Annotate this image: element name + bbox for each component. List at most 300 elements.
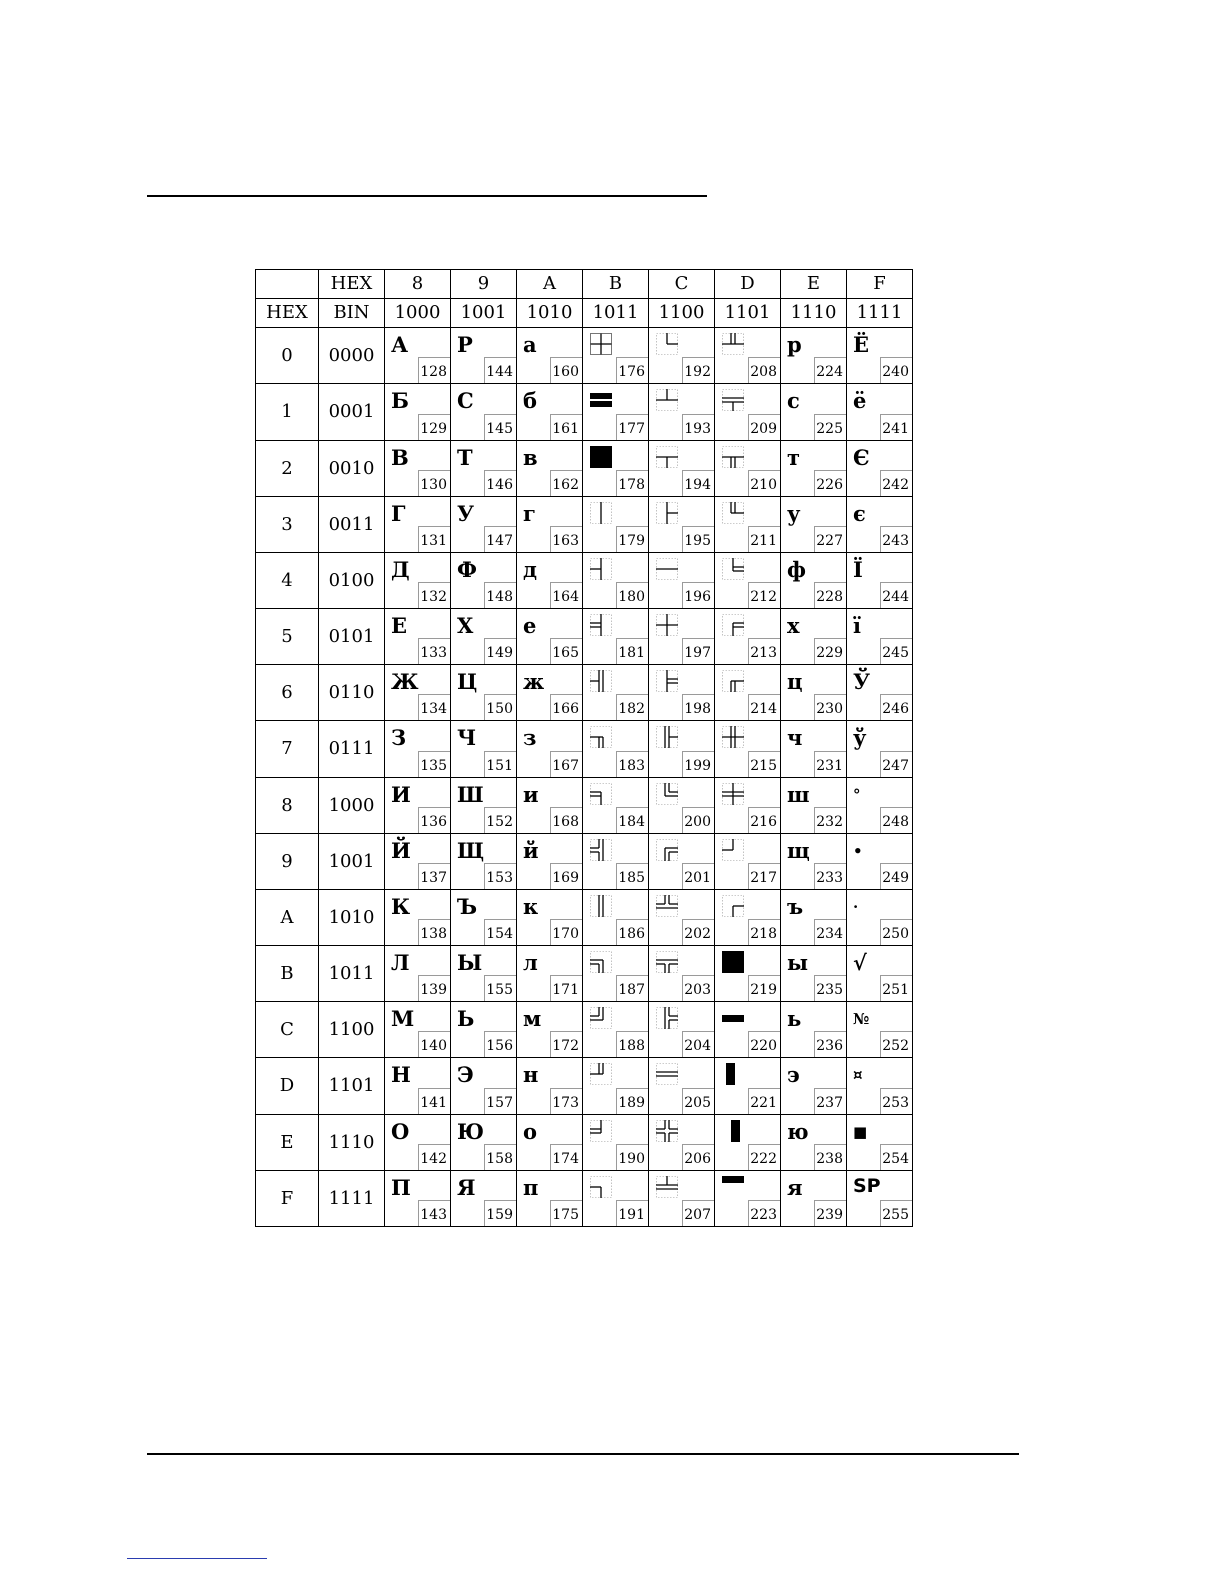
character-cell bbox=[451, 946, 517, 1002]
character-cell bbox=[781, 496, 847, 552]
decimal-code: 220 bbox=[748, 1031, 780, 1057]
character-cell bbox=[451, 440, 517, 496]
character-cell bbox=[385, 665, 451, 721]
character-cell bbox=[781, 1058, 847, 1114]
character-glyph: Щ bbox=[457, 837, 485, 863]
character-cell bbox=[715, 889, 781, 945]
decimal-code: 187 bbox=[616, 975, 648, 1001]
row-bin-label: 0100 bbox=[319, 552, 385, 608]
character-cell bbox=[517, 665, 583, 721]
box-drawing-glyph bbox=[656, 895, 678, 917]
decimal-code: 140 bbox=[418, 1031, 450, 1057]
character-cell bbox=[517, 777, 583, 833]
decimal-code: 190 bbox=[616, 1144, 648, 1170]
character-cell bbox=[847, 889, 913, 945]
character-glyph: О bbox=[391, 1118, 410, 1144]
decimal-code: 159 bbox=[484, 1200, 516, 1226]
character-glyph: ¤ bbox=[853, 1066, 863, 1085]
decimal-code: 236 bbox=[814, 1031, 846, 1057]
character-cell bbox=[649, 552, 715, 608]
decimal-code: 171 bbox=[550, 975, 582, 1001]
table-body bbox=[256, 270, 913, 1227]
character-glyph: ч bbox=[787, 725, 803, 751]
box-drawing-glyph bbox=[722, 389, 744, 411]
character-glyph: SP bbox=[853, 1174, 881, 1197]
decimal-code: 173 bbox=[550, 1088, 582, 1114]
character-glyph: У bbox=[457, 500, 475, 526]
box-drawing-glyph bbox=[722, 1007, 744, 1029]
character-glyph: Ч bbox=[457, 725, 477, 751]
character-cell bbox=[583, 440, 649, 496]
character-cell bbox=[583, 384, 649, 440]
character-cell bbox=[781, 889, 847, 945]
character-cell bbox=[385, 777, 451, 833]
character-glyph: Г bbox=[391, 500, 406, 526]
character-cell bbox=[517, 1002, 583, 1058]
column-bin-header: 1110 bbox=[781, 299, 847, 328]
box-drawing-glyph bbox=[722, 1063, 744, 1085]
row-bin-label: 0110 bbox=[319, 665, 385, 721]
character-cell bbox=[385, 440, 451, 496]
character-glyph: ь bbox=[787, 1006, 802, 1032]
character-glyph: Ї bbox=[853, 556, 863, 582]
decimal-code: 231 bbox=[814, 751, 846, 777]
box-drawing-glyph bbox=[590, 1007, 612, 1029]
character-cell bbox=[715, 496, 781, 552]
box-drawing-glyph bbox=[590, 726, 612, 748]
box-drawing-glyph bbox=[656, 1120, 678, 1142]
character-glyph: й bbox=[523, 837, 539, 863]
decimal-code: 150 bbox=[484, 694, 516, 720]
character-cell bbox=[847, 609, 913, 665]
decimal-code: 241 bbox=[880, 414, 912, 440]
decimal-code: 160 bbox=[550, 357, 582, 383]
character-cell bbox=[715, 384, 781, 440]
decimal-code: 235 bbox=[814, 975, 846, 1001]
character-glyph: А bbox=[391, 332, 409, 358]
character-cell bbox=[451, 777, 517, 833]
decimal-code: 180 bbox=[616, 582, 648, 608]
table-row bbox=[256, 721, 913, 777]
box-drawing-glyph bbox=[722, 726, 744, 748]
column-bin-header: 1000 bbox=[385, 299, 451, 328]
row-hex-label: F bbox=[256, 1170, 319, 1226]
decimal-code: 240 bbox=[880, 357, 912, 383]
character-cell bbox=[517, 328, 583, 384]
character-glyph: Ш bbox=[457, 781, 484, 807]
column-hex-header: B bbox=[583, 270, 649, 299]
character-cell bbox=[517, 496, 583, 552]
column-hex-header: F bbox=[847, 270, 913, 299]
decimal-code: 219 bbox=[748, 975, 780, 1001]
character-cell bbox=[649, 1002, 715, 1058]
character-glyph: у bbox=[787, 500, 801, 526]
row-hex-label: C bbox=[256, 1002, 319, 1058]
decimal-code: 153 bbox=[484, 863, 516, 889]
box-drawing-glyph bbox=[656, 951, 678, 973]
character-glyph: • bbox=[853, 841, 863, 860]
character-cell bbox=[715, 440, 781, 496]
decimal-code: 232 bbox=[814, 807, 846, 833]
decimal-code: 208 bbox=[748, 357, 780, 383]
character-cell bbox=[649, 777, 715, 833]
character-cell bbox=[385, 552, 451, 608]
character-glyph: х bbox=[787, 613, 800, 639]
table-row bbox=[256, 946, 913, 1002]
character-cell bbox=[781, 721, 847, 777]
character-cell bbox=[451, 384, 517, 440]
decimal-code: 168 bbox=[550, 807, 582, 833]
decimal-code: 248 bbox=[880, 807, 912, 833]
character-cell bbox=[583, 1114, 649, 1170]
character-cell bbox=[517, 721, 583, 777]
column-bin-header: 1011 bbox=[583, 299, 649, 328]
decimal-code: 225 bbox=[814, 414, 846, 440]
character-cell bbox=[385, 946, 451, 1002]
character-glyph: Х bbox=[457, 613, 474, 639]
character-cell bbox=[385, 496, 451, 552]
decimal-code: 154 bbox=[484, 919, 516, 945]
table-row bbox=[256, 328, 913, 384]
character-cell bbox=[649, 833, 715, 889]
character-cell bbox=[385, 1170, 451, 1226]
character-cell bbox=[715, 721, 781, 777]
decimal-code: 201 bbox=[682, 863, 714, 889]
decimal-code: 224 bbox=[814, 357, 846, 383]
decimal-code: 195 bbox=[682, 526, 714, 552]
character-cell bbox=[583, 1170, 649, 1226]
decimal-code: 230 bbox=[814, 694, 846, 720]
character-glyph: в bbox=[523, 444, 538, 470]
box-drawing-glyph bbox=[656, 558, 678, 580]
character-cell bbox=[847, 1002, 913, 1058]
character-glyph: Ю bbox=[457, 1118, 485, 1144]
character-cell bbox=[385, 1002, 451, 1058]
character-glyph: √ bbox=[853, 950, 867, 976]
character-cell bbox=[385, 1114, 451, 1170]
decimal-code: 205 bbox=[682, 1088, 714, 1114]
decimal-code: 148 bbox=[484, 582, 516, 608]
decimal-code: 182 bbox=[616, 694, 648, 720]
table-row bbox=[256, 1114, 913, 1170]
character-glyph: э bbox=[787, 1062, 800, 1088]
decimal-code: 145 bbox=[484, 414, 516, 440]
decimal-code: 142 bbox=[418, 1144, 450, 1170]
character-glyph: З bbox=[391, 725, 407, 751]
column-bin-header: 1100 bbox=[649, 299, 715, 328]
character-glyph: т bbox=[787, 444, 801, 470]
decimal-code: 188 bbox=[616, 1031, 648, 1057]
decimal-code: 213 bbox=[748, 638, 780, 664]
row-hex-label: B bbox=[256, 946, 319, 1002]
character-cell bbox=[451, 552, 517, 608]
character-cell bbox=[649, 946, 715, 1002]
character-cell bbox=[517, 1170, 583, 1226]
character-glyph: п bbox=[523, 1174, 539, 1200]
decimal-code: 162 bbox=[550, 470, 582, 496]
decimal-code: 216 bbox=[748, 807, 780, 833]
character-glyph: ф bbox=[787, 556, 806, 582]
decimal-code: 200 bbox=[682, 807, 714, 833]
box-drawing-glyph bbox=[722, 333, 744, 355]
character-cell bbox=[517, 946, 583, 1002]
row-bin-label: 0111 bbox=[319, 721, 385, 777]
decimal-code: 151 bbox=[484, 751, 516, 777]
decimal-code: 223 bbox=[748, 1200, 780, 1226]
decimal-code: 166 bbox=[550, 694, 582, 720]
character-cell bbox=[649, 609, 715, 665]
character-glyph: · bbox=[853, 897, 859, 916]
character-glyph: И bbox=[391, 781, 411, 807]
row-bin-label: 1101 bbox=[319, 1058, 385, 1114]
character-glyph: М bbox=[391, 1006, 415, 1032]
box-drawing-glyph bbox=[590, 1063, 612, 1085]
box-drawing-glyph bbox=[656, 670, 678, 692]
character-glyph: р bbox=[787, 332, 802, 358]
character-cell bbox=[451, 328, 517, 384]
decimal-code: 167 bbox=[550, 751, 582, 777]
row-bin-label: 1110 bbox=[319, 1114, 385, 1170]
column-bin-header: 1001 bbox=[451, 299, 517, 328]
character-cell bbox=[847, 440, 913, 496]
box-drawing-glyph bbox=[722, 1176, 744, 1198]
decimal-code: 247 bbox=[880, 751, 912, 777]
character-cell bbox=[385, 721, 451, 777]
character-cell bbox=[781, 1002, 847, 1058]
character-cell bbox=[583, 328, 649, 384]
character-glyph: щ bbox=[787, 837, 810, 863]
table-row bbox=[256, 496, 913, 552]
character-glyph: м bbox=[523, 1006, 542, 1032]
character-cell bbox=[451, 1002, 517, 1058]
decimal-code: 155 bbox=[484, 975, 516, 1001]
character-cell bbox=[847, 1170, 913, 1226]
character-cell bbox=[385, 328, 451, 384]
decimal-code: 250 bbox=[880, 919, 912, 945]
decimal-code: 243 bbox=[880, 526, 912, 552]
box-drawing-glyph bbox=[590, 502, 612, 524]
character-glyph: ц bbox=[787, 669, 803, 695]
decimal-code: 193 bbox=[682, 414, 714, 440]
row-bin-label: 0011 bbox=[319, 496, 385, 552]
character-cell bbox=[583, 1058, 649, 1114]
footnote-rule bbox=[127, 1558, 267, 1559]
box-drawing-glyph bbox=[722, 783, 744, 805]
character-cell bbox=[781, 665, 847, 721]
decimal-code: 228 bbox=[814, 582, 846, 608]
character-cell bbox=[715, 609, 781, 665]
top-rule bbox=[147, 195, 707, 197]
character-glyph: В bbox=[391, 444, 409, 470]
character-cell bbox=[847, 946, 913, 1002]
row-hex-label: A bbox=[256, 889, 319, 945]
decimal-code: 212 bbox=[748, 582, 780, 608]
table-row bbox=[256, 1170, 913, 1226]
decimal-code: 137 bbox=[418, 863, 450, 889]
column-hex-header: A bbox=[517, 270, 583, 299]
character-cell bbox=[649, 384, 715, 440]
character-glyph: Л bbox=[391, 950, 410, 976]
character-cell bbox=[583, 496, 649, 552]
decimal-code: 245 bbox=[880, 638, 912, 664]
decimal-code: 229 bbox=[814, 638, 846, 664]
row-bin-label: 1000 bbox=[319, 777, 385, 833]
character-cell bbox=[649, 1114, 715, 1170]
decimal-code: 175 bbox=[550, 1200, 582, 1226]
box-drawing-glyph bbox=[590, 389, 612, 411]
character-cell bbox=[847, 552, 913, 608]
character-glyph: Б bbox=[391, 388, 409, 414]
decimal-code: 227 bbox=[814, 526, 846, 552]
character-glyph: Ь bbox=[457, 1006, 475, 1032]
box-drawing-glyph bbox=[722, 670, 744, 692]
character-glyph: я bbox=[787, 1174, 803, 1200]
character-cell bbox=[715, 777, 781, 833]
character-cell bbox=[583, 833, 649, 889]
character-cell bbox=[649, 496, 715, 552]
character-cell bbox=[451, 665, 517, 721]
decimal-code: 133 bbox=[418, 638, 450, 664]
decimal-code: 161 bbox=[550, 414, 582, 440]
character-glyph: ї bbox=[853, 613, 861, 639]
row-hex-label: 6 bbox=[256, 665, 319, 721]
character-cell bbox=[847, 721, 913, 777]
decimal-code: 242 bbox=[880, 470, 912, 496]
box-drawing-glyph bbox=[722, 839, 744, 861]
table-row bbox=[256, 1058, 913, 1114]
character-glyph: д bbox=[523, 556, 537, 582]
decimal-code: 144 bbox=[484, 357, 516, 383]
row-bin-label: 1100 bbox=[319, 1002, 385, 1058]
decimal-code: 211 bbox=[748, 526, 780, 552]
decimal-code: 179 bbox=[616, 526, 648, 552]
character-cell bbox=[451, 496, 517, 552]
character-glyph: Є bbox=[853, 444, 870, 470]
character-code-table bbox=[255, 269, 913, 1227]
decimal-code: 192 bbox=[682, 357, 714, 383]
character-glyph: и bbox=[523, 781, 539, 807]
character-cell bbox=[451, 1114, 517, 1170]
character-cell bbox=[715, 833, 781, 889]
decimal-code: 238 bbox=[814, 1144, 846, 1170]
character-cell bbox=[583, 665, 649, 721]
row-hex-label: 3 bbox=[256, 496, 319, 552]
table-row bbox=[256, 440, 913, 496]
decimal-code: 131 bbox=[418, 526, 450, 552]
box-drawing-glyph bbox=[590, 783, 612, 805]
character-glyph: № bbox=[853, 1010, 870, 1029]
character-glyph: Ы bbox=[457, 950, 483, 976]
row-bin-label: 1010 bbox=[319, 889, 385, 945]
decimal-code: 237 bbox=[814, 1088, 846, 1114]
character-cell bbox=[847, 777, 913, 833]
character-cell bbox=[517, 384, 583, 440]
character-cell bbox=[583, 721, 649, 777]
row-hex-label: 0 bbox=[256, 328, 319, 384]
decimal-code: 128 bbox=[418, 357, 450, 383]
decimal-code: 226 bbox=[814, 470, 846, 496]
row-hex-header-label: HEX bbox=[256, 299, 319, 328]
box-drawing-glyph bbox=[590, 839, 612, 861]
decimal-code: 152 bbox=[484, 807, 516, 833]
decimal-code: 186 bbox=[616, 919, 648, 945]
character-cell bbox=[451, 609, 517, 665]
character-glyph: С bbox=[457, 388, 474, 414]
character-cell bbox=[517, 440, 583, 496]
character-glyph: К bbox=[391, 893, 411, 919]
character-cell bbox=[517, 889, 583, 945]
character-cell bbox=[847, 833, 913, 889]
character-cell bbox=[715, 1058, 781, 1114]
character-cell bbox=[781, 1114, 847, 1170]
character-cell bbox=[649, 721, 715, 777]
hex-header-label: HEX bbox=[319, 270, 385, 299]
character-cell bbox=[715, 552, 781, 608]
character-cell bbox=[781, 328, 847, 384]
character-glyph: з bbox=[523, 725, 537, 751]
box-drawing-glyph bbox=[656, 1007, 678, 1029]
row-hex-label: 9 bbox=[256, 833, 319, 889]
decimal-code: 199 bbox=[682, 751, 714, 777]
decimal-code: 215 bbox=[748, 751, 780, 777]
decimal-code: 253 bbox=[880, 1088, 912, 1114]
character-cell bbox=[715, 946, 781, 1002]
decimal-code: 139 bbox=[418, 975, 450, 1001]
decimal-code: 129 bbox=[418, 414, 450, 440]
decimal-code: 132 bbox=[418, 582, 450, 608]
character-cell bbox=[583, 946, 649, 1002]
character-cell bbox=[781, 609, 847, 665]
character-glyph: ш bbox=[787, 781, 810, 807]
decimal-code: 207 bbox=[682, 1200, 714, 1226]
character-cell bbox=[583, 552, 649, 608]
column-bin-header: 1010 bbox=[517, 299, 583, 328]
table-row bbox=[256, 889, 913, 945]
row-hex-label: 5 bbox=[256, 609, 319, 665]
character-glyph: Ў bbox=[853, 669, 871, 695]
row-bin-label: 0000 bbox=[319, 328, 385, 384]
box-drawing-glyph bbox=[590, 951, 612, 973]
character-cell bbox=[451, 889, 517, 945]
decimal-code: 214 bbox=[748, 694, 780, 720]
decimal-code: 233 bbox=[814, 863, 846, 889]
character-cell bbox=[517, 833, 583, 889]
character-cell bbox=[517, 609, 583, 665]
decimal-code: 158 bbox=[484, 1144, 516, 1170]
column-hex-header: 9 bbox=[451, 270, 517, 299]
decimal-code: 185 bbox=[616, 863, 648, 889]
character-glyph: к bbox=[523, 893, 539, 919]
character-glyph: Н bbox=[391, 1062, 411, 1088]
decimal-code: 210 bbox=[748, 470, 780, 496]
character-cell bbox=[649, 440, 715, 496]
column-hex-header: E bbox=[781, 270, 847, 299]
table-row bbox=[256, 665, 913, 721]
character-cell bbox=[385, 1058, 451, 1114]
box-drawing-glyph bbox=[590, 614, 612, 636]
header-row-hex bbox=[256, 270, 913, 299]
row-hex-label: 2 bbox=[256, 440, 319, 496]
decimal-code: 252 bbox=[880, 1031, 912, 1057]
character-glyph: ў bbox=[853, 725, 867, 751]
decimal-code: 136 bbox=[418, 807, 450, 833]
decimal-code: 194 bbox=[682, 470, 714, 496]
character-glyph: Ё bbox=[853, 332, 870, 358]
column-hex-header: 8 bbox=[385, 270, 451, 299]
column-bin-header: 1111 bbox=[847, 299, 913, 328]
decimal-code: 143 bbox=[418, 1200, 450, 1226]
character-glyph: ю bbox=[787, 1118, 809, 1144]
